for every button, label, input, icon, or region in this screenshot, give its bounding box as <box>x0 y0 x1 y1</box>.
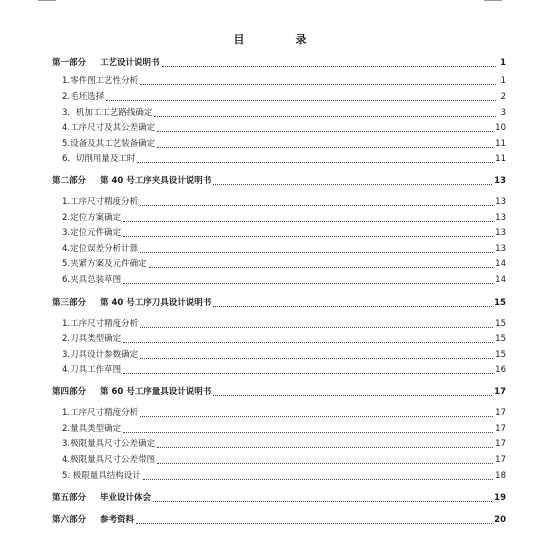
dot-leader <box>157 130 493 132</box>
toc-entry-label: 4.工序尺寸及其公差确定 <box>62 123 156 133</box>
toc-page-number: 14 <box>495 275 506 285</box>
toc-entry-label: 6．切削用量及工时 <box>62 154 136 164</box>
dot-leader <box>140 415 493 417</box>
toc-entry-label: 2.量具类型确定 <box>62 424 122 434</box>
toc-page-number: 15 <box>495 334 506 344</box>
toc-page-number: 17 <box>495 455 506 465</box>
toc-page-number: 13 <box>495 244 506 254</box>
dot-leader <box>213 394 492 396</box>
toc-page-number: 15 <box>495 350 506 360</box>
toc-sub-entry[interactable] <box>62 274 506 286</box>
toc-entry-label: 5. 极限量具结构设计 <box>62 471 141 481</box>
dot-leader <box>123 282 493 284</box>
toc-part-number: 第三部分 <box>52 298 87 308</box>
toc-entry-label: 6.夹具总装草图 <box>62 275 122 285</box>
toc-sub-entry[interactable] <box>62 258 506 270</box>
dot-leader <box>137 161 493 163</box>
dot-leader <box>213 183 492 185</box>
toc-page-number: 17 <box>495 439 506 449</box>
toc-entry-label: 3.定位元件确定 <box>62 228 122 238</box>
toc-page-number: 15 <box>494 298 506 308</box>
toc-entry-label: 1.工序尺寸精度分析 <box>62 408 139 418</box>
toc-sub-entry[interactable] <box>62 153 506 165</box>
dot-leader <box>162 65 496 67</box>
toc-entry-label: 3.极限量具尺寸公差确定 <box>62 439 156 449</box>
toc-page-number: 15 <box>495 319 506 329</box>
toc-part-entry[interactable] <box>52 386 506 398</box>
toc-entry-label: 2.刀具类型确定 <box>62 334 122 344</box>
toc-page-number: 16 <box>495 365 506 375</box>
toc-entry-label: 2.毛坯选择 <box>62 92 105 102</box>
dot-leader <box>140 251 493 253</box>
toc-part-number: 第二部分 <box>52 176 87 186</box>
toc-page-number: 17 <box>494 387 506 397</box>
toc-page-number: 13 <box>494 176 506 186</box>
toc-entry-label: 4.极限量具尺寸公差带图 <box>62 455 156 465</box>
toc-part-entry[interactable] <box>52 492 506 504</box>
toc-sub-entry[interactable] <box>62 138 506 150</box>
toc-sub-entry[interactable] <box>62 196 506 208</box>
dot-leader <box>136 522 492 524</box>
dot-leader <box>123 341 493 343</box>
toc-page-number: 14 <box>495 259 506 269</box>
dot-leader <box>140 326 493 328</box>
toc-sub-entry[interactable] <box>62 364 506 376</box>
dot-leader <box>154 115 496 117</box>
toc-entry-label: 2.定位方案确定 <box>62 213 122 223</box>
toc-sub-entry[interactable] <box>62 333 506 345</box>
dot-leader <box>140 83 496 85</box>
toc-page-number: 2 <box>500 92 506 102</box>
dot-leader <box>123 431 493 433</box>
toc-entry-label: 1.工序尺寸精度分析 <box>62 197 139 207</box>
toc-page-number: 20 <box>494 515 506 525</box>
dot-leader <box>149 266 494 268</box>
toc-entry-label: 毕业设计体会 <box>100 493 152 503</box>
dot-leader <box>157 146 493 148</box>
dot-leader <box>143 478 493 480</box>
toc-sub-entry[interactable] <box>62 75 506 87</box>
toc-entry-label: 第 40 号工序刀具设计说明书 <box>100 298 212 308</box>
toc-part-number: 第六部分 <box>52 515 87 525</box>
toc-entry-label: 工艺设计说明书 <box>100 58 160 68</box>
toc-entry-label: 3．机加工工艺路线确定 <box>62 108 153 118</box>
toc-sub-entry[interactable] <box>62 122 506 134</box>
dot-leader <box>123 235 493 237</box>
toc-sub-entry[interactable] <box>62 349 506 361</box>
toc-entry-label: 第 40 号工序夹具设计说明书 <box>100 176 212 186</box>
toc-page-number: 18 <box>495 471 506 481</box>
dot-leader <box>213 305 492 307</box>
toc-sub-entry[interactable] <box>62 243 506 255</box>
toc-page-number: 13 <box>495 213 506 223</box>
toc-part-entry[interactable] <box>52 297 506 309</box>
toc-entry-label: 5.夹紧方案及元件确定 <box>62 259 147 269</box>
toc-sub-entry[interactable] <box>62 438 506 450</box>
dot-leader <box>140 204 493 206</box>
toc-entry-label: 参考资料 <box>100 515 135 525</box>
toc-sub-entry[interactable] <box>62 407 506 419</box>
toc-sub-entry[interactable] <box>62 227 506 239</box>
dot-leader <box>157 462 493 464</box>
toc-sub-entry[interactable] <box>62 318 506 330</box>
dot-leader <box>157 446 493 448</box>
toc-sub-entry[interactable] <box>62 470 506 482</box>
toc-page-number: 13 <box>495 197 506 207</box>
toc-entry-label: 4.定位误差分析计算 <box>62 244 139 254</box>
toc-part-number: 第一部分 <box>52 58 87 68</box>
toc-page-number: 3 <box>500 108 506 118</box>
dot-leader <box>123 220 493 222</box>
toc-title: 目 录 <box>233 33 327 46</box>
toc-entry-label: 4.刀具工作草图 <box>62 365 122 375</box>
dot-leader <box>153 500 492 502</box>
toc-entry-label: 1.零件图工艺性分析 <box>62 76 139 86</box>
toc-sub-entry[interactable] <box>62 91 506 103</box>
toc-page-number: 1 <box>500 58 506 68</box>
toc-part-number: 第五部分 <box>52 493 87 503</box>
toc-sub-entry[interactable] <box>62 423 506 435</box>
toc-page-number: 17 <box>495 408 506 418</box>
toc-entry-label: 5.设备及其工艺装备确定 <box>62 139 156 149</box>
toc-part-entry[interactable] <box>52 57 506 69</box>
dot-leader <box>123 372 493 374</box>
toc-page-number: 10 <box>495 123 506 133</box>
toc-page-number: 11 <box>495 154 506 164</box>
toc-part-number: 第四部分 <box>52 387 87 397</box>
toc-sub-entry[interactable] <box>62 454 506 466</box>
toc-sub-entry[interactable] <box>62 107 506 119</box>
toc-entry-label: 3.刀具设计参数确定 <box>62 350 139 360</box>
toc-entry-label: 第 60 号工序量具设计说明书 <box>100 387 212 397</box>
toc-part-entry[interactable] <box>52 514 506 526</box>
toc-page-number: 1 <box>500 76 506 86</box>
toc-page-number: 11 <box>495 139 506 149</box>
toc-page-number: 17 <box>495 424 506 434</box>
toc-part-entry[interactable] <box>52 175 506 187</box>
toc-sub-entry[interactable] <box>62 212 506 224</box>
toc-entry-label: 1.工序尺寸精度分析 <box>62 319 139 329</box>
toc-page-number: 13 <box>495 228 506 238</box>
dot-leader <box>106 99 496 101</box>
dot-leader <box>140 357 493 359</box>
toc-page-number: 19 <box>494 493 506 503</box>
